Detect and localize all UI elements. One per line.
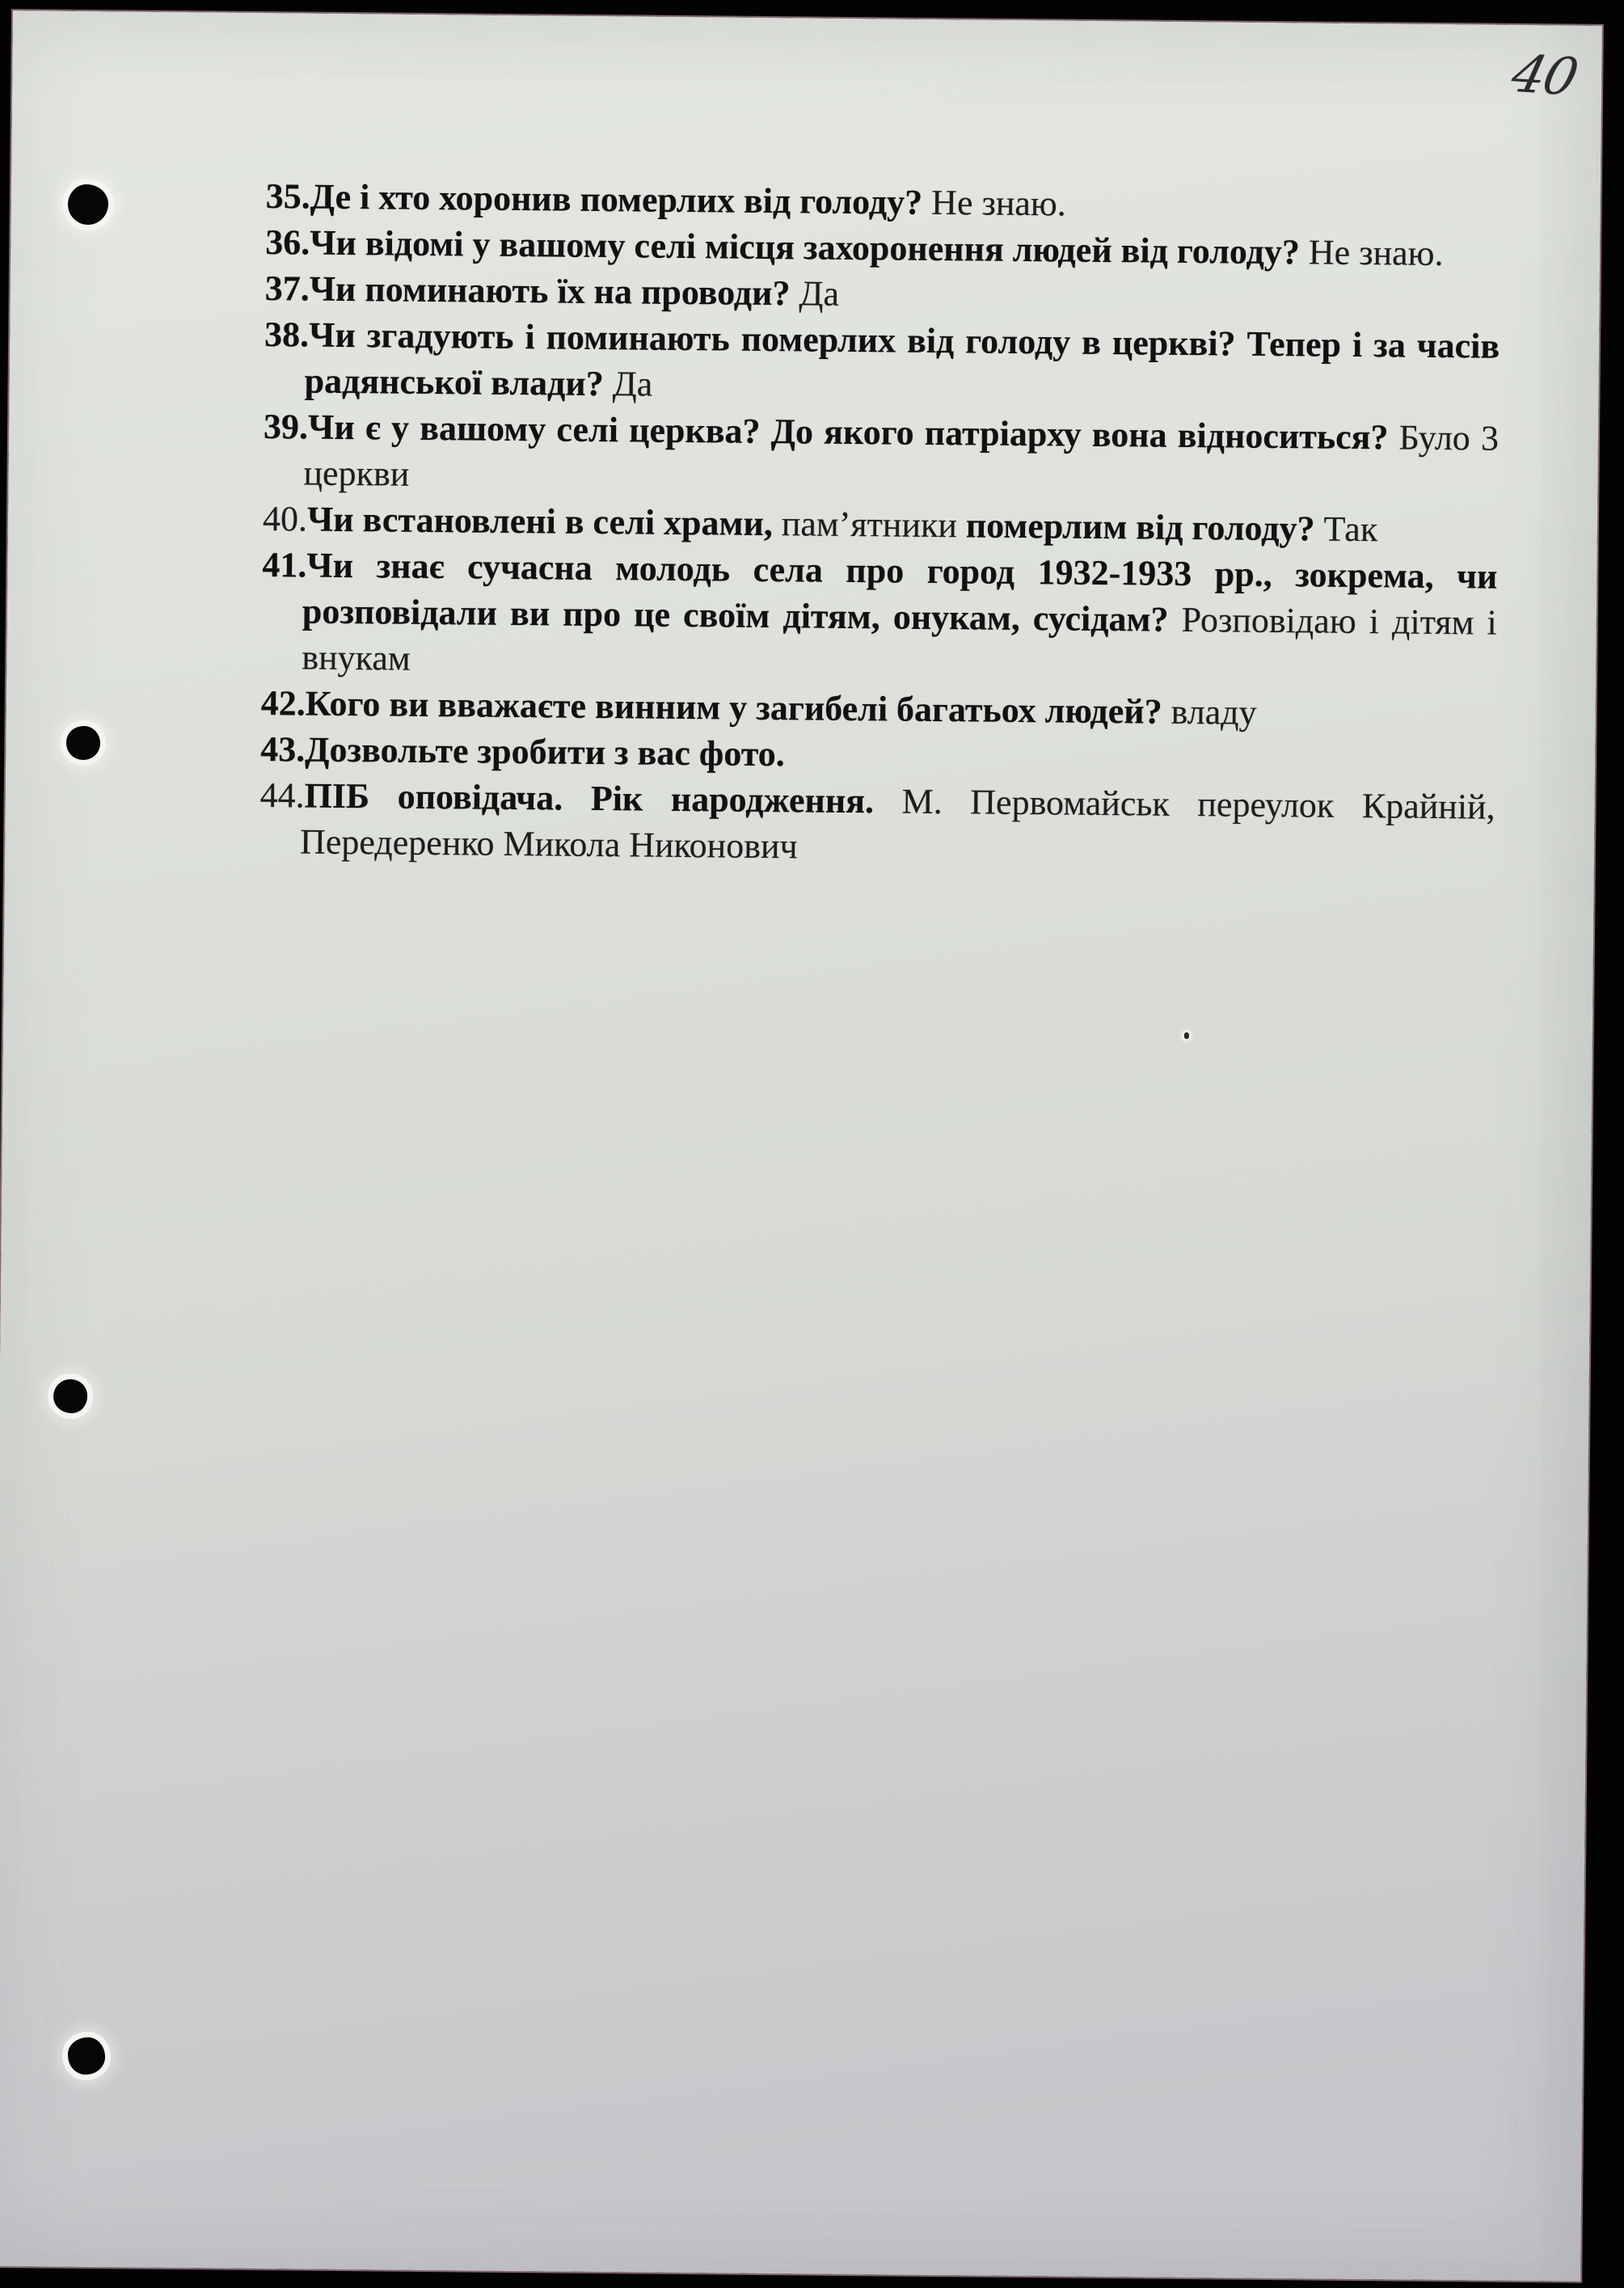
question-text: Чи знає сучасна молодь села про город 1932-1933 рр., зокрема, чи розповідали ви про це своїм дітям, онукам, сусідам? — [302, 545, 1498, 640]
answer-text: Було 3 церкви — [303, 417, 1500, 494]
answer-text: Не знаю. — [1299, 232, 1444, 273]
qa-item-41 — [261, 542, 1498, 692]
punch-hole — [53, 1379, 87, 1413]
answer-text: владу — [1162, 691, 1257, 732]
answer-text: Да — [790, 273, 840, 314]
punch-hole — [68, 2037, 105, 2075]
question-text: Де і хто хоронив померлих від голоду? — [310, 176, 923, 222]
answer-text: Розповідаю і дітям і внукам — [302, 599, 1498, 678]
answer-text: М. Первомайськ переулок Крайній, Передеренко Микола Никонович — [299, 781, 1495, 867]
punch-hole — [66, 726, 100, 760]
item-number: 36. — [265, 222, 310, 263]
question-text: Чи поминають їх на проводи? — [309, 268, 791, 314]
qa-item-39 — [263, 403, 1499, 508]
question-text: Чи є у вашому селі церква? До якого патріарху вона відноситься? — [307, 407, 1389, 458]
punch-hole — [68, 184, 108, 225]
item-number: 35. — [265, 176, 311, 217]
answer-text: Да — [603, 364, 653, 404]
item-number: 40. — [262, 498, 308, 539]
qa-item-38 — [264, 311, 1500, 416]
handwritten-page-number: 40 — [1505, 44, 1583, 108]
question-text: пам’ятники — [781, 504, 967, 546]
ink-speck — [1184, 1032, 1189, 1039]
question-text: ПІБ оповідача. Рік народження. — [304, 775, 875, 821]
question-text: Кого ви вважаєте винним у загибелі багатьох людей? — [305, 683, 1162, 732]
question-text: Чи відомі у вашому селі місця захоронення людей від голоду? — [310, 222, 1301, 272]
item-number: 41. — [262, 544, 307, 585]
item-number: 43. — [260, 728, 306, 770]
question-text: Чи згадують і поминають померлих від голоду в церкві? Тепер і за часів радянської влади? — [304, 314, 1500, 404]
answer-text: Не знаю. — [922, 182, 1067, 224]
questionnaire-text-block — [259, 173, 1501, 876]
item-number: 42. — [260, 682, 306, 724]
question-text: Дозвольте зробити з вас фото. — [305, 729, 786, 775]
item-number: 44. — [259, 775, 305, 816]
item-number: 37. — [264, 268, 310, 309]
paper-sheet — [0, 11, 1602, 2282]
question-text: померлим від голоду? — [965, 505, 1324, 549]
item-number: 39. — [263, 407, 309, 447]
qa-item-44 — [259, 772, 1495, 876]
answer-text: Так — [1323, 509, 1378, 550]
item-number: 38. — [264, 314, 310, 355]
question-text: Чи встановлені в селі храми, — [306, 499, 782, 544]
